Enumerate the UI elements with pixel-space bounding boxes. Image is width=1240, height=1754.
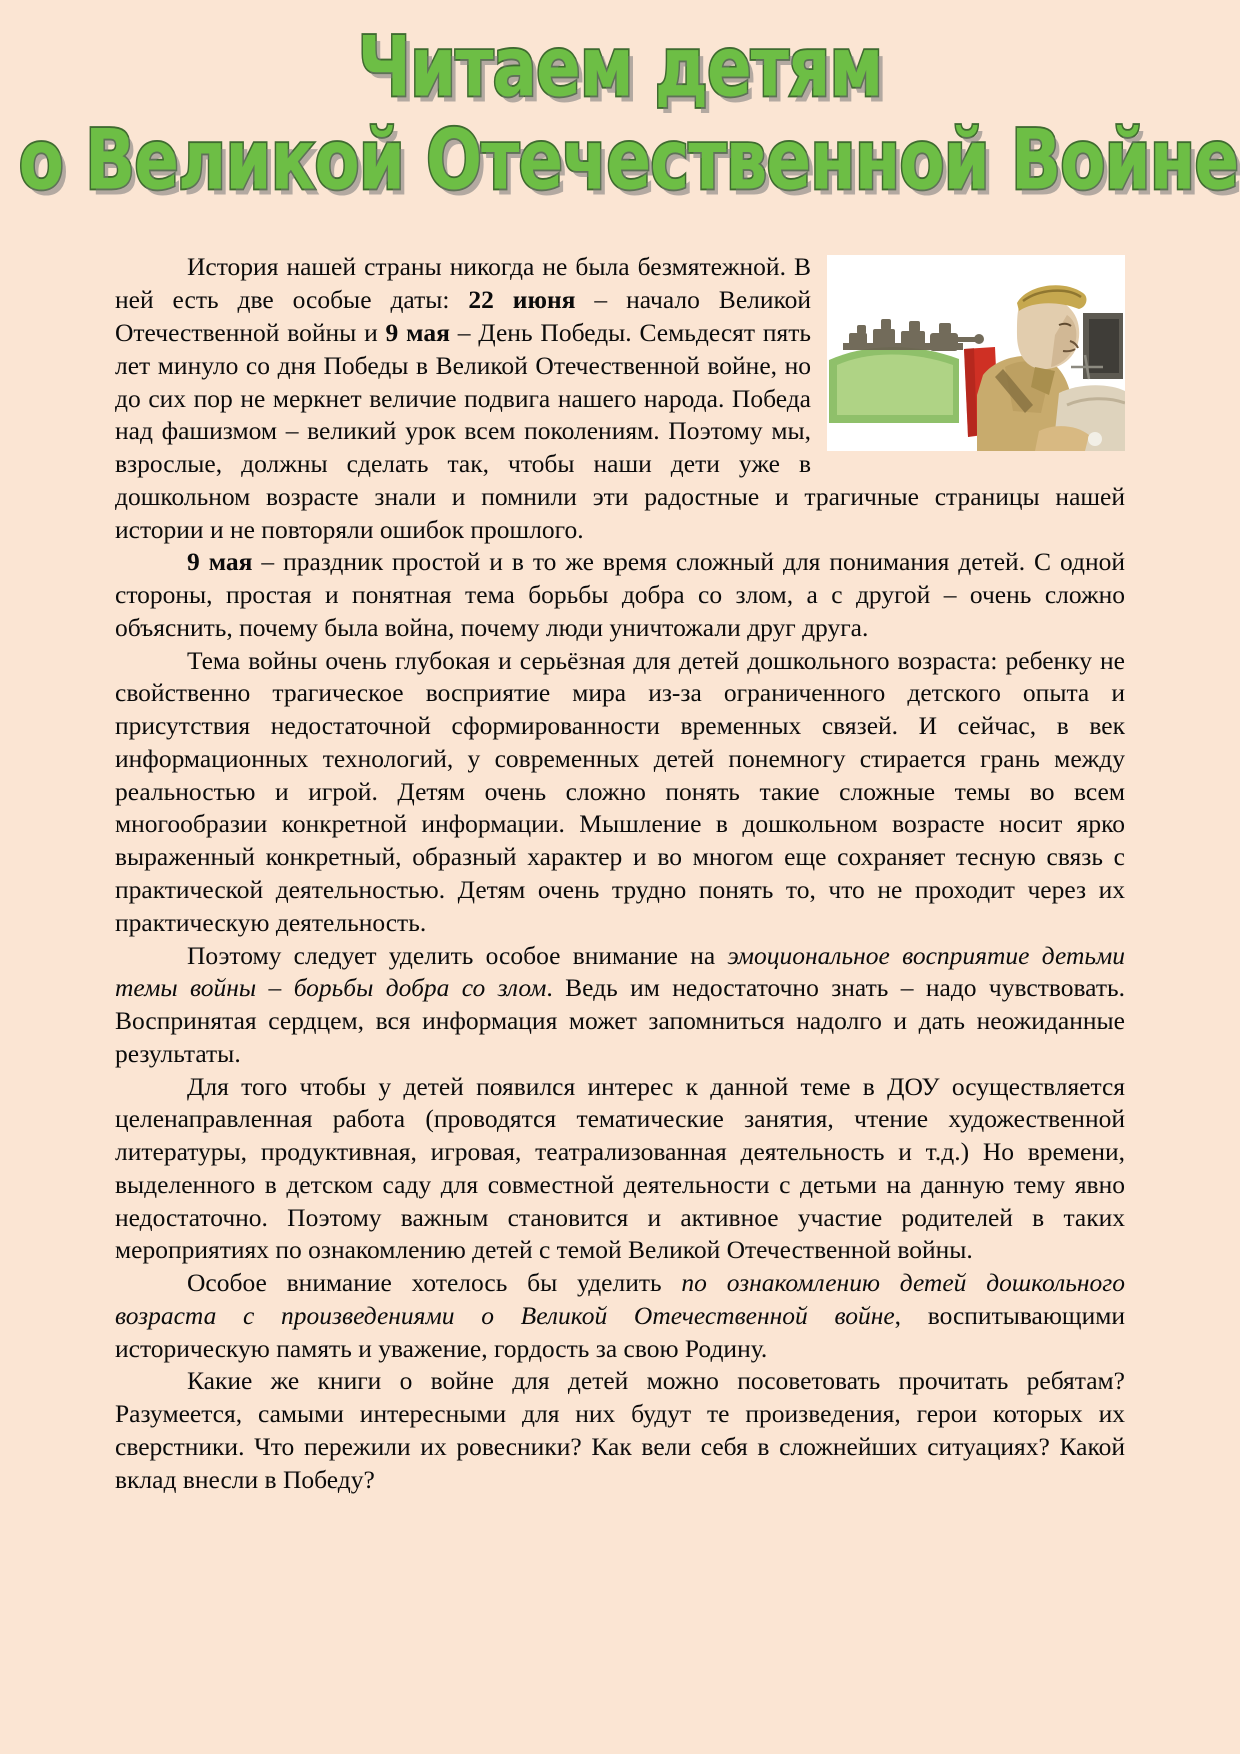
wwii-soldier-family-illustration <box>827 255 1125 451</box>
body-paragraph <box>115 1365 1125 1496</box>
bold-run: 22 июня <box>468 285 576 315</box>
italic-run: эмоциональное восприятие детьми темы войны – борьбы добра со злом <box>115 940 1125 1003</box>
bold-run: 9 мая <box>385 317 450 347</box>
bold-run: 9 мая <box>187 547 253 577</box>
text-run: История нашей страны никогда не была безмятежной. В ней есть две особые даты: <box>115 252 811 315</box>
body-paragraph <box>115 1267 1125 1365</box>
body-paragraph <box>115 645 1125 940</box>
body-paragraph <box>115 940 1125 1071</box>
document-body <box>115 189 1125 1496</box>
text-run: Поэтому следует уделить особое внимание на <box>187 940 728 970</box>
text-run: – начало Великой Отечественной войны и <box>115 285 812 347</box>
title-line-1-text: Читаем детям <box>357 19 883 117</box>
text-run: , воспитывающими историческую память и уважение, гордость за свою Родину. <box>115 1300 1125 1363</box>
text-run: . Ведь им недостаточно знать – надо чувствовать. Воспринятая сердцем, вся информация может запомниться надолго и дать неожиданные результаты. <box>115 973 1125 1068</box>
text-run: – праздник простой и в то же время сложный для понимания детей. С одной стороны, простая и понятная тема борьбы добра со злом, а с другой – очень сложно объяснить, почему была война, почему люди уничтожали друг друга. <box>115 547 1126 642</box>
title-line-2-text: о Великой Отечественной Войне <box>18 112 1239 209</box>
text-run: Тема войны очень глубокая и серьёзная для детей дошкольного возраста: ребенку не свойственно трагическое восприятие мира из-за ограниченного детского опыта и присутствия недостаточной сформированности временных связей. И сейчас, в век информационных технологий, у современных детей понемногу стирается грань между реальностью и игрой. Детям очень сложно понять такие сложные темы во всем многообразии конкретной информации. Мышление в дошкольном возрасте носит ярко выраженный конкретный, образный характер и во многом еще сохраняет тесную связь с практической деятельностью. Детям очень трудно понять то, что не проходит через их практическую деятельность. <box>115 645 1125 937</box>
body-paragraph <box>115 546 1125 644</box>
text-run: Особое внимание хотелось бы уделить <box>187 1268 682 1298</box>
text-run: Какие же книги о войне для детей можно посоветовать прочитать ребятам? Разумеется, самыми интересными для них будут те произведения, герои которых их сверстники. Что пережили их ровесники? Как вели себя в сложнейших ситуациях? Какой вклад внесли в Победу? <box>115 1366 1125 1494</box>
text-run: Для того чтобы у детей появился интерес к данной теме в ДОУ осуществляется целенаправленная работа (проводятся тематические занятия, чтение художественной литературы, продуктивная, игровая, театрализованная деятельность и т.д.) Но времени, выделенного в детском саду для совместной деятельности с детьми на данную тему явно недостаточно. Поэтому важным становится и активное участие родителей в таких мероприятиях по ознакомлению детей с темой Великой Отечественной войны. <box>115 1071 1125 1265</box>
document-title <box>0 0 1240 209</box>
illustration-artwork <box>827 255 1125 451</box>
italic-run: по ознакомлению детей дошкольного возраста с произведениями о Великой Отечественной войне <box>115 1268 1125 1330</box>
title-line-1 <box>19 19 1222 117</box>
body-paragraph <box>115 1071 1125 1268</box>
text-run: – День Победы. Семьдесят пять лет минуло со дня Победы в Великой Отечественной войне, но до сих пор не меркнет величие подвига нашего народа. Победа над фашизмом – великий урок всем поколениям. Поэтому мы, взрослые, должны сделать так, чтобы наши дети уже в дошкольном возрасте знали и помнили эти радостные и трагичные страницы нашей истории и не повторяли ошибок прошлого. <box>115 317 1125 544</box>
